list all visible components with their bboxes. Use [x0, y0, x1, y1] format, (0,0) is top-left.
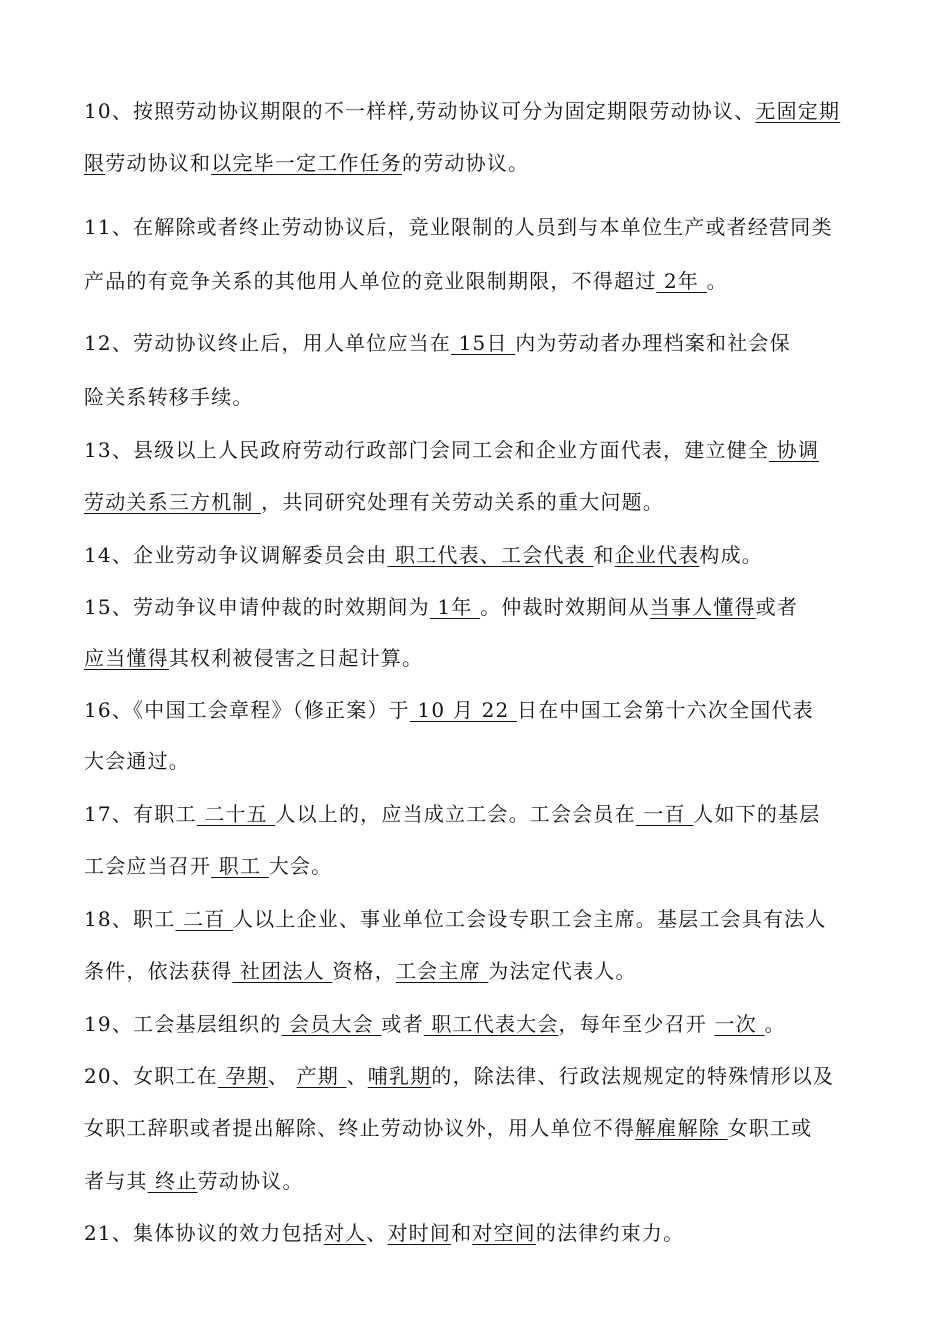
question-text: ，每年至少召开	[558, 1012, 715, 1036]
answer-blank: 限	[84, 151, 106, 175]
question-text: 或者	[755, 595, 799, 619]
question-text: 14、企业劳动争议调解委员会由	[84, 543, 388, 567]
question-q17-line-1	[84, 801, 821, 827]
question-text: 大会。	[268, 854, 333, 878]
answer-blank: 当事人懂得	[649, 595, 756, 619]
question-text: 产品的有竞争关系的其他用人单位的竞业限制期限，不得超过	[84, 269, 657, 293]
answer-blank: 对人	[323, 1221, 367, 1245]
question-q14-line-1	[84, 542, 763, 568]
question-text: 构成。	[699, 543, 763, 567]
answer-blank: 企业代表	[614, 543, 700, 567]
answer-blank: 15日	[451, 331, 516, 355]
question-text: 工会应当召开	[84, 854, 212, 878]
question-text: 13、县级以上人民政府劳动行政部门会同工会和企业方面代表，建立健全	[84, 438, 770, 462]
question-text: 或者	[381, 1012, 424, 1036]
question-text: 、	[366, 1221, 388, 1245]
question-q12-line-2	[84, 384, 254, 410]
question-text: 条件，依法获得	[84, 959, 233, 983]
question-q17-line-2	[84, 853, 332, 879]
question-q16-line-2	[84, 748, 190, 774]
question-text: 人以上的，应当成立工会。工会会员在	[275, 802, 636, 826]
question-text: 10、按照劳动协议期限的不一样样,劳动协议可分为固定期限劳动协议、	[84, 99, 756, 123]
answer-blank: 协调	[769, 438, 820, 462]
answer-blank: 终止	[147, 1169, 198, 1193]
question-q18-line-2	[84, 958, 637, 984]
answer-blank: 社团法人	[232, 959, 333, 983]
question-text: 18、职工	[84, 907, 176, 931]
question-q11-line-2	[84, 268, 728, 294]
question-text: 女职工或	[727, 1116, 813, 1140]
question-text: 劳动协议和	[105, 151, 212, 175]
question-text: 和	[593, 543, 615, 567]
question-text: 险关系转移手续。	[84, 385, 254, 409]
question-q10-line-2	[84, 150, 529, 176]
answer-blank: 对空间	[472, 1221, 536, 1245]
answer-blank: 解雇解除	[635, 1116, 728, 1140]
question-q21-line-1	[84, 1220, 684, 1246]
answer-blank: 一百	[635, 802, 694, 826]
question-text: 19、工会基层组织的	[84, 1012, 282, 1036]
question-q10-line-1	[84, 98, 840, 124]
answer-blank: 职工代表大会	[423, 1012, 559, 1036]
question-text: 为法定代表人。	[488, 959, 637, 983]
question-text: 大会通过。	[84, 749, 190, 773]
question-text: 日在中国工会第十六次全国代表	[517, 698, 814, 722]
question-text: 。仲裁时效期间从	[480, 595, 650, 619]
question-text: 资格，	[332, 959, 396, 983]
answer-blank: 会员大会	[281, 1012, 382, 1036]
question-text: 人如下的基层	[693, 802, 821, 826]
question-text: 和	[451, 1221, 473, 1245]
question-q12-line-1	[84, 330, 791, 356]
answer-blank: 10 月 22	[409, 698, 517, 722]
question-q18-line-1	[84, 906, 827, 932]
question-text: 。	[706, 269, 728, 293]
question-text: ，共同研究处理有关劳动关系的重大问题。	[261, 490, 664, 514]
question-text: 的法律约束力。	[535, 1221, 685, 1245]
question-text: 者与其	[84, 1169, 148, 1193]
question-text: 、	[267, 1064, 297, 1088]
question-text: 其权利被侵害之日起计算。	[168, 646, 424, 670]
question-text: 16、《中国工会章程》（修正案）于	[84, 698, 410, 722]
question-text: 女职工辞职或者提出解除、终止劳动协议外，用人单位不得	[84, 1116, 636, 1140]
answer-blank: 二百	[175, 907, 233, 931]
question-text: 。	[764, 1012, 786, 1036]
question-q15-line-1	[84, 594, 798, 620]
question-q19-line-1	[84, 1011, 786, 1037]
answer-blank: 以完毕一定工作任务	[211, 151, 403, 175]
answer-blank: 对时间	[387, 1221, 452, 1245]
question-q20-line-2	[84, 1115, 812, 1141]
answer-blank: 应当懂得	[84, 646, 169, 670]
question-text: 劳动协议。	[197, 1169, 304, 1193]
answer-blank: 孕期	[217, 1064, 268, 1088]
question-text: 内为劳动者办理档案和社会保	[515, 331, 791, 355]
question-text: 11、在解除或者终止劳动协议后，竞业限制的人员到与本单位生产或者经营同类	[84, 215, 833, 239]
question-q11-line-1	[84, 214, 833, 240]
question-text: 17、有职工	[84, 802, 197, 826]
question-text: 21、集体协议的效力包括	[84, 1221, 324, 1245]
answer-blank: 哺乳期	[367, 1064, 432, 1088]
answer-blank: 劳动关系三方机制	[84, 490, 262, 514]
question-q20-line-3	[84, 1168, 304, 1194]
question-text: 15、劳动争议申请仲裁的时效期间为	[84, 595, 430, 619]
question-text: 的，除法律、行政法规规定的特殊情形以及	[431, 1064, 835, 1088]
answer-blank: 职工	[211, 854, 269, 878]
question-q15-line-2	[84, 645, 423, 671]
question-q13-line-2	[84, 489, 664, 515]
question-q20-line-1	[84, 1063, 834, 1089]
question-text: 12、劳动协议终止后，用人单位应当在	[84, 331, 452, 355]
question-text: 、	[346, 1064, 368, 1088]
question-q13-line-1	[84, 437, 819, 463]
question-text: 的劳动协议。	[402, 151, 530, 175]
question-text: 20、女职工在	[84, 1064, 218, 1088]
answer-blank: 2年	[656, 269, 707, 293]
answer-blank: 二十五	[196, 802, 276, 826]
answer-blank: 1年	[429, 595, 481, 619]
answer-blank: 职工代表、工会代表	[387, 543, 594, 567]
question-text: 人以上企业、事业单位工会设专职工会主席。基层工会具有法人	[232, 907, 827, 931]
answer-blank: 产期	[296, 1064, 347, 1088]
answer-blank: 工会主席	[395, 959, 489, 983]
answer-blank: 无固定期	[755, 99, 841, 123]
answer-blank: 一次	[714, 1012, 765, 1036]
question-q16-line-1	[84, 697, 814, 723]
